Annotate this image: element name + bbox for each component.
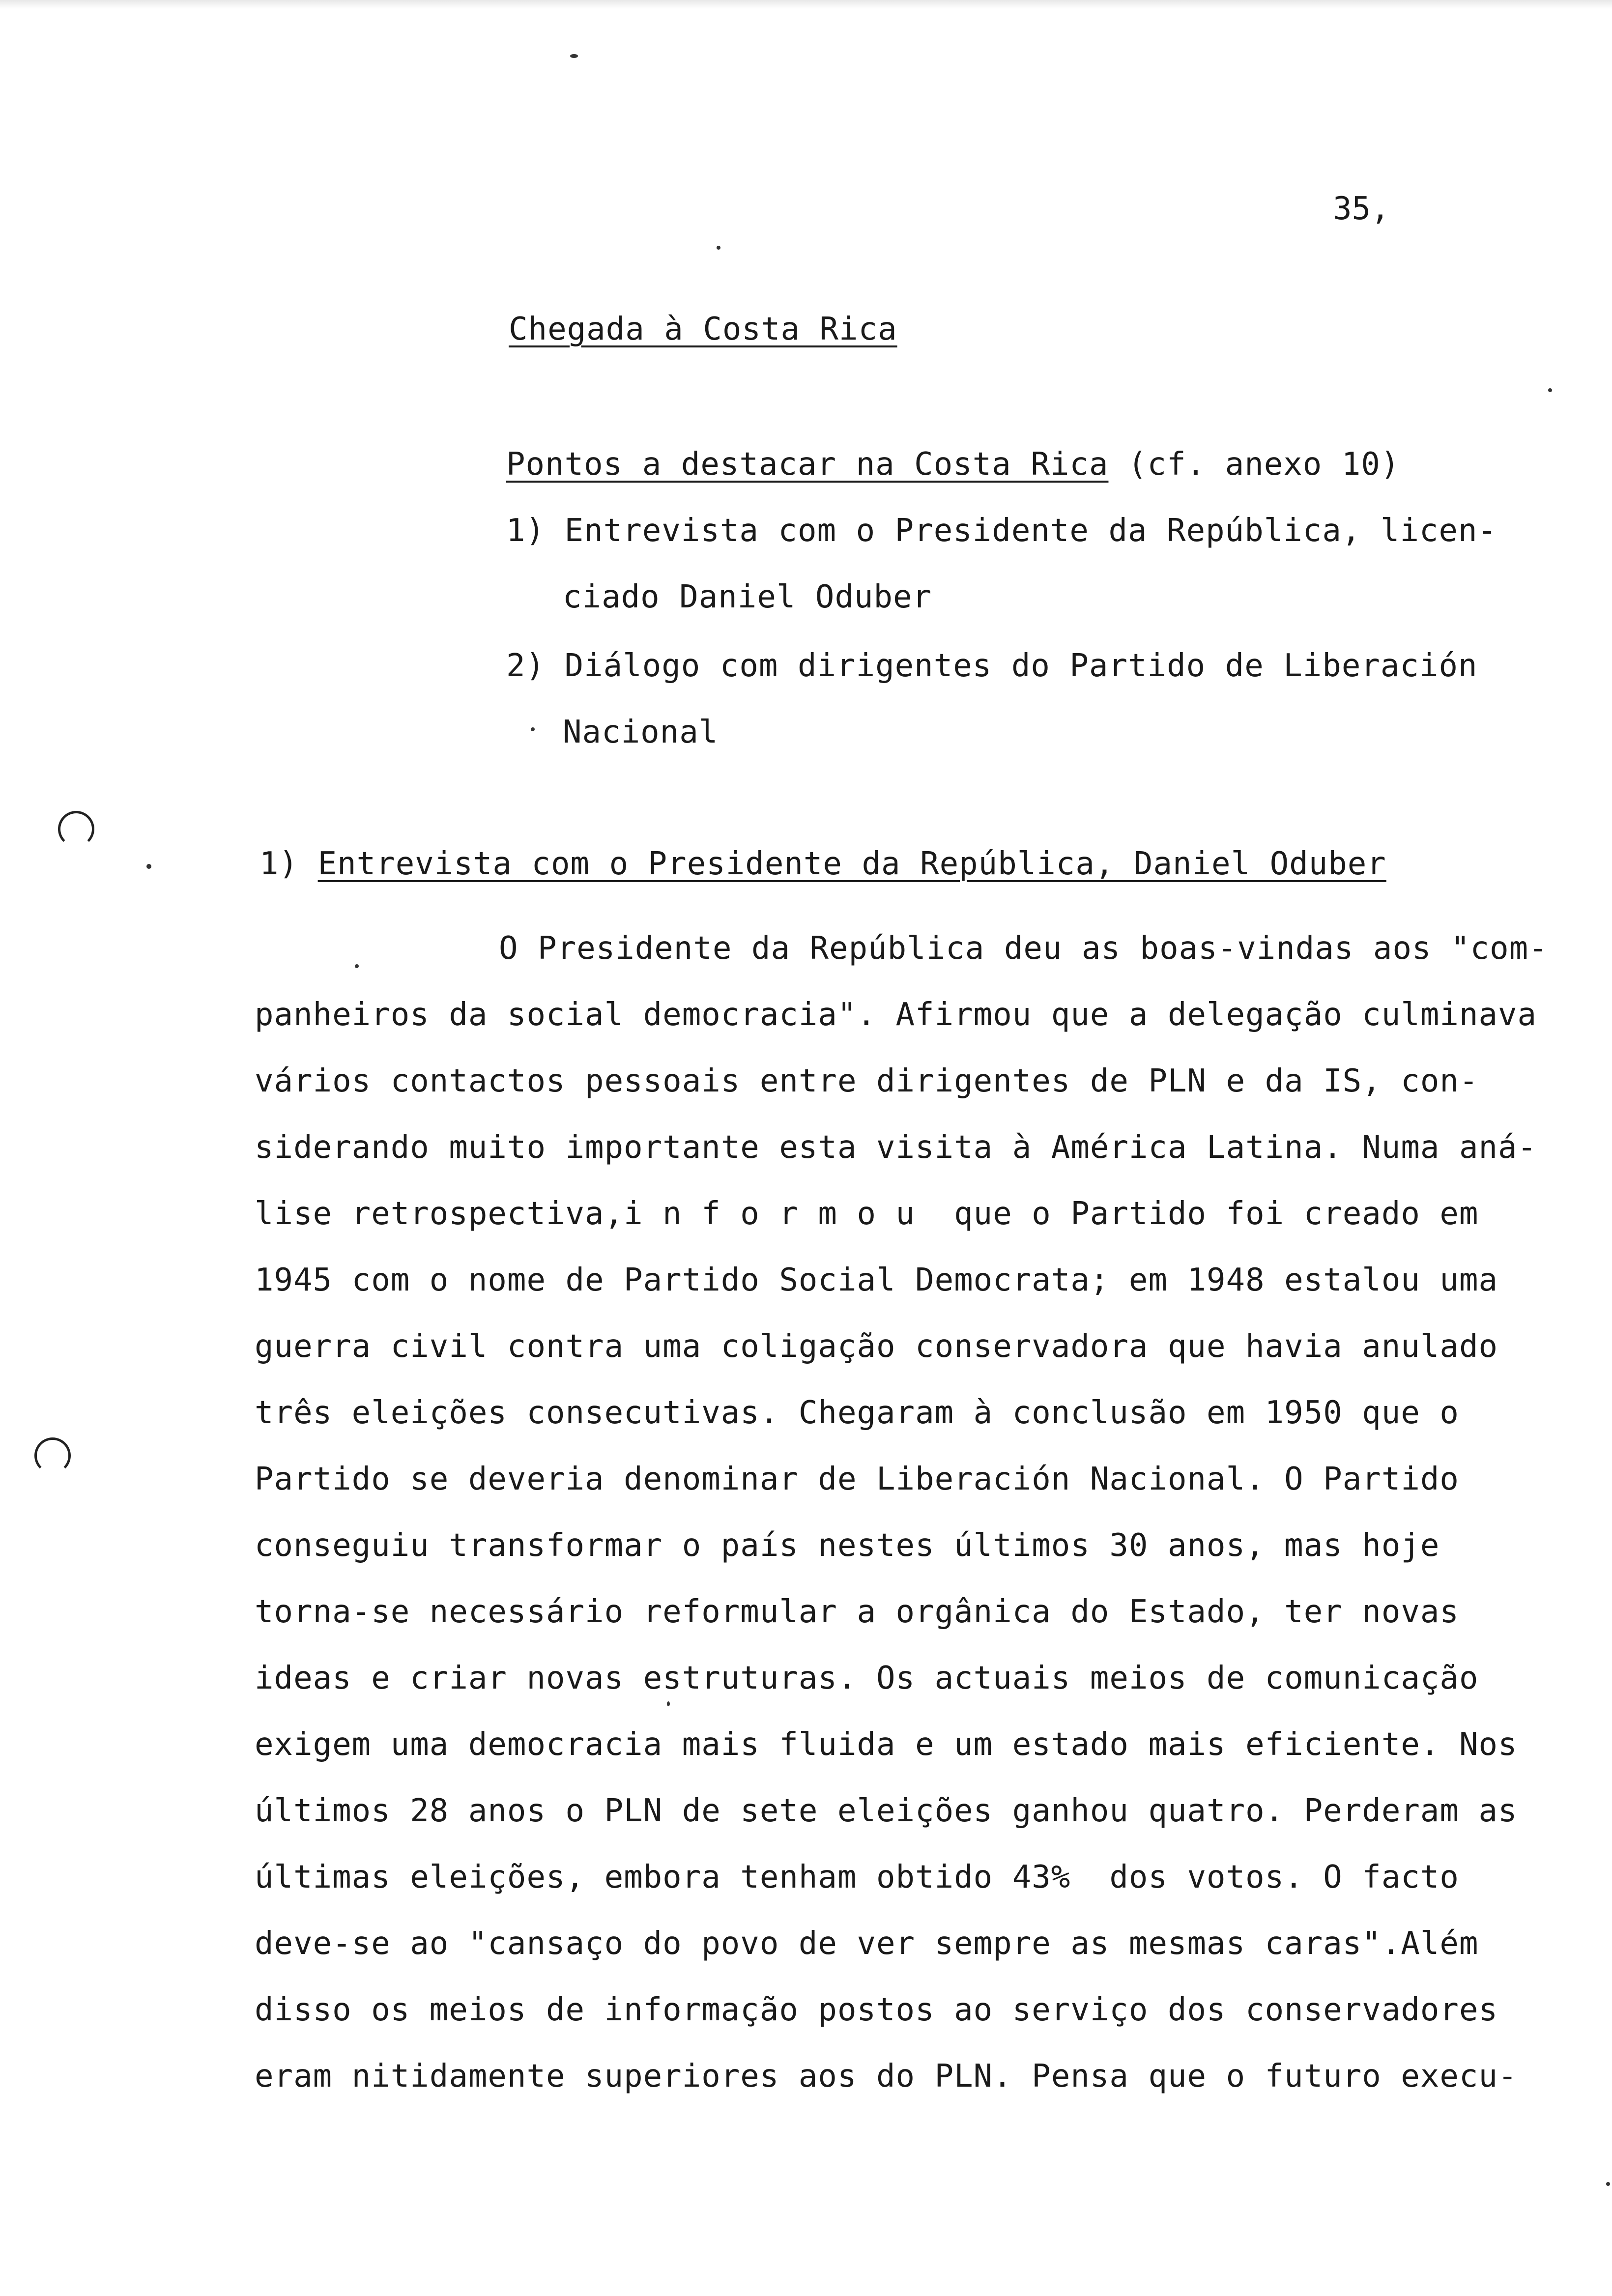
body-line: três eleições consecutivas. Chegaram à conclusão em 1950 que o xyxy=(255,1395,1459,1431)
points-heading xyxy=(506,445,1400,484)
scan-speck xyxy=(1548,388,1552,392)
scan-speck xyxy=(717,246,720,250)
body-line: lise retrospectiva,i n f o r m o u que o Partido foi creado em xyxy=(255,1196,1479,1232)
scan-speck xyxy=(667,1701,670,1706)
scan-speck xyxy=(570,54,578,58)
body-line: guerra civil contra uma coligação conservadora que havia anulado xyxy=(255,1328,1498,1365)
section1-number: 1) xyxy=(259,846,318,882)
points-item2-line1: 2) Diálogo com dirigentes do Partido de Liberación xyxy=(506,648,1478,684)
body-line: siderando muito importante esta visita à América Latina. Numa aná- xyxy=(255,1129,1537,1166)
section1-title: Entrevista com o Presidente da República, Daniel Oduber xyxy=(317,846,1386,882)
scan-speck xyxy=(355,964,359,968)
body-line: 1945 com o nome de Partido Social Democrata; em 1948 estalou uma xyxy=(255,1262,1498,1298)
body-line: vários contactos pessoais entre dirigentes de PLN e da IS, con- xyxy=(255,1063,1479,1099)
points-title: Pontos a destacar na Costa Rica xyxy=(506,446,1109,483)
body-line: Partido se deveria denominar de Liberación Nacional. O Partido xyxy=(255,1461,1459,1497)
body-line: eram nitidamente superiores aos do PLN. Pensa que o futuro execu- xyxy=(255,2058,1518,2095)
points-item1-line2: ciado Daniel Oduber xyxy=(563,579,932,615)
body-line: últimos 28 anos o PLN de sete eleições ganhou quatro. Perderam as xyxy=(255,1793,1518,1829)
body-line: ideas e criar novas estruturas. Os actuais meios de comunicação xyxy=(255,1660,1479,1696)
page-number: 35, xyxy=(1333,191,1390,227)
points-item2-line2: Nacional xyxy=(563,714,719,750)
points-ref: (cf. anexo 10) xyxy=(1108,446,1400,483)
body-line: torna-se necessário reformular a orgânica do Estado, ter novas xyxy=(255,1594,1459,1630)
scan-speck xyxy=(531,727,535,731)
body-line: deve-se ao "cansaço do povo de ver sempre as mesmas caras".Além xyxy=(255,1925,1479,1962)
punch-hole-upper xyxy=(58,811,94,847)
scan-edge xyxy=(0,0,1612,9)
scan-speck xyxy=(1606,2182,1610,2186)
body-line: O Presidente da República deu as boas-vindas aos "com- xyxy=(499,930,1548,967)
body-line: panheiros da social democracia". Afirmou que a delegação culminava xyxy=(255,997,1537,1033)
points-item1-line1: 1) Entrevista com o Presidente da República, licen- xyxy=(506,513,1497,549)
body-line: conseguiu transformar o país nestes últimos 30 anos, mas hoje xyxy=(255,1527,1440,1564)
section1-heading xyxy=(259,844,1386,884)
body-line: últimas eleições, embora tenham obtido 43% dos votos. O facto xyxy=(255,1859,1459,1895)
body-line: exigem uma democracia mais fluida e um estado mais eficiente. Nos xyxy=(255,1726,1518,1763)
scan-speck xyxy=(146,864,151,869)
body-line: disso os meios de informação postos ao serviço dos conservadores xyxy=(255,1992,1498,2028)
heading-chegada: Chegada à Costa Rica xyxy=(509,311,897,347)
punch-hole-lower xyxy=(34,1437,71,1474)
